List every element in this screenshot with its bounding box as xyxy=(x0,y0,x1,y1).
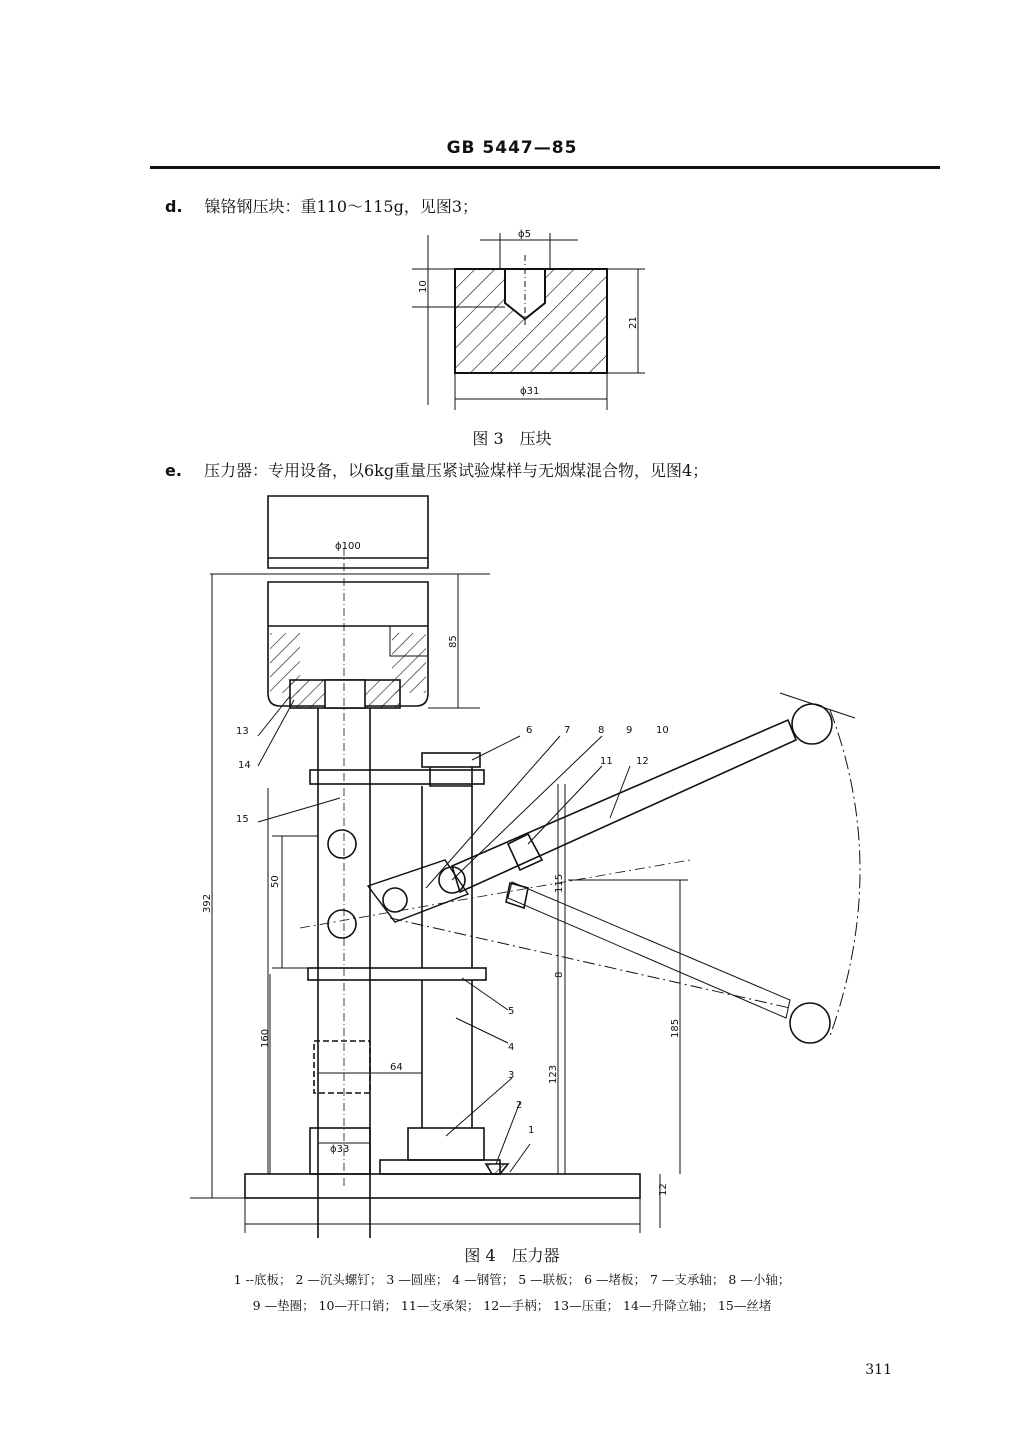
callout-7: 7 xyxy=(564,725,571,736)
item-d-text: 镍铬钢压块：重110～115g，见图3； xyxy=(204,197,479,216)
callout-13: 13 xyxy=(236,726,249,737)
callout-5: 5 xyxy=(508,1006,515,1017)
item-d xyxy=(165,194,478,217)
callout-2: 2 xyxy=(516,1100,523,1111)
fig4-dim-phi33: ϕ33 xyxy=(330,1144,350,1155)
callout-1: 1 xyxy=(528,1125,535,1136)
callout-12: 12 xyxy=(636,756,649,767)
item-e xyxy=(165,458,708,481)
standard-header: GB 5447—85 xyxy=(446,138,578,158)
callout-8: 8 xyxy=(598,725,605,736)
fig4-dim-50: 50 xyxy=(270,875,281,888)
fig3-dim-10: 10 xyxy=(418,280,429,293)
page-number: 311 xyxy=(865,1362,892,1378)
header-rule xyxy=(150,166,940,169)
figure-3-caption: 图 3 压块 xyxy=(472,429,552,448)
item-e-marker: e. xyxy=(165,461,182,480)
callout-14: 14 xyxy=(238,760,251,771)
callout-4: 4 xyxy=(508,1042,515,1053)
fig4-dim-8: 8 xyxy=(554,971,565,978)
figure-4-legend-line-1: 1 --底板； 2 —沉头螺钉； 3 —圆座； 4 —钢管； 5 —联板； 6 —堵板； 7 —支承轴； 8 —小轴； xyxy=(233,1272,791,1287)
callout-11: 11 xyxy=(600,756,613,767)
callout-3: 3 xyxy=(508,1070,515,1081)
fig4-dim-392: 392 xyxy=(202,893,213,913)
fig4-dim-12: 12 xyxy=(658,1183,669,1196)
fig3-dim-21: 21 xyxy=(628,316,639,329)
fig4-dim-185: 185 xyxy=(670,1018,681,1038)
item-e-text: 压力器：专用设备，以6kg重量压紧试验煤样与无烟煤混合物，见图4； xyxy=(203,461,709,480)
figure-4-drawing xyxy=(190,488,870,1238)
fig4-dim-phi100: ϕ100 xyxy=(335,541,361,552)
fig3-dim-phi5: ϕ5 xyxy=(518,229,531,240)
fig4-dim-85: 85 xyxy=(448,635,459,648)
fig4-dim-123: 123 xyxy=(548,1064,559,1084)
figure-4-caption: 图 4 压力器 xyxy=(464,1246,560,1265)
fig4-dim-115: 115 xyxy=(554,873,565,893)
item-d-marker: d. xyxy=(165,197,183,216)
figure-4-legend-line-2: 9 —垫圈； 10—开口销； 11—支承架； 12—手柄； 13—压重； 14—升降立轴； 15—丝堵 xyxy=(252,1298,772,1313)
fig3-dim-phi31: ϕ31 xyxy=(520,386,540,397)
fig4-dim-160: 160 xyxy=(260,1028,271,1048)
callout-9: 9 xyxy=(626,725,633,736)
callout-6: 6 xyxy=(526,725,533,736)
figure-3-drawing xyxy=(400,225,660,415)
fig4-dim-64: 64 xyxy=(390,1062,403,1073)
callout-10: 10 xyxy=(656,725,669,736)
callout-15: 15 xyxy=(236,814,249,825)
